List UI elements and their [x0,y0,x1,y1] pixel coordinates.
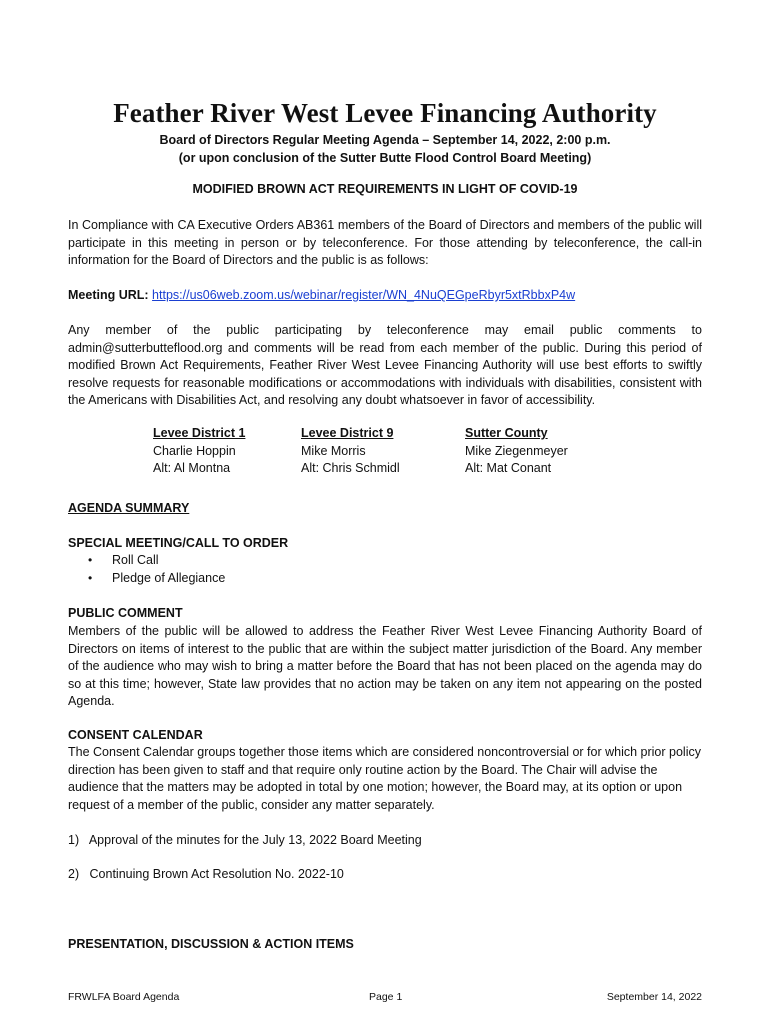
list-item: • Pledge of Allegiance [88,571,226,585]
district-alternate: Alt: Mat Conant [465,461,552,475]
district-column-1 [153,425,245,478]
district-member: Charlie Hoppin [153,443,236,458]
compliance-paragraph: In Compliance with CA Executive Orders AB361 members of the Board of Directors and members of the public will participate in this meeting in person or by teleconference. For those attending by teleconference, the call-in information for the Board of Directors and the public is as follows: [68,218,702,267]
meeting-url-link[interactable]: https://us06web.zoom.us/webinar/register/WN_4NuQEGpeRbyr5xtRbbxP4w [152,288,576,302]
special-meeting-heading: SPECIAL MEETING/CALL TO ORDER [68,536,289,550]
footer-page-number: Page 1 [369,991,403,1003]
page-title: Feather River West Levee Financing Authority [113,98,657,128]
district-heading: Levee District 9 [301,426,394,440]
public-comment-heading: PUBLIC COMMENT [68,606,183,620]
footer-date: September 14, 2022 [606,991,702,1003]
district-alternate: Alt: Al Montna [153,461,231,475]
meeting-subtitle-note: (or upon conclusion of the Sutter Butte Flood Control Board Meeting) [178,151,592,165]
agenda-summary-heading: AGENDA SUMMARY [68,501,190,515]
footer-left: FRWLFA Board Agenda [68,991,180,1003]
covid-heading: MODIFIED BROWN ACT REQUIREMENTS IN LIGHT OF COVID-19 [192,182,578,196]
consent-item-1: 1) Approval of the minutes for the July 13, 2022 Board Meeting [68,833,422,847]
presentation-heading: PRESENTATION, DISCUSSION & ACTION ITEMS [68,937,354,951]
meeting-url-line [68,287,702,305]
district-heading: Levee District 1 [153,426,246,440]
district-member: Mike Ziegenmeyer [465,443,568,458]
district-column-3 [465,425,568,478]
district-member: Mike Morris [301,443,366,458]
district-heading: Sutter County [465,426,548,440]
public-comment-notice: Any member of the public participating by teleconference may email public comments to admin@sutterbutteflood.org and comments will be read from each member of the public. During this period of modified Brown Act Requirements, Feather River West Levee Financing Authority will use best efforts to swiftly resolve requests for reasonable modifications or accommodations with individuals with disabilities, consistent with the Americans with Disabilities Act, and resolving any doubt whatsoever in favor of accessibility. [68,323,702,407]
consent-calendar-paragraph: The Consent Calendar groups together those items which are considered noncontroversial or for which prior policy direction has been given to staff and that require only routine action by the Board. The Chair will advise the audience that the matters may be adopted in total by one motion; however, the Board may, at its option or upon request of a member of the public, consider any matter separately. [68,745,701,812]
consent-item-2: 2) Continuing Brown Act Resolution No. 2022-10 [68,867,344,881]
consent-calendar-heading: CONSENT CALENDAR [68,728,203,742]
public-comment-paragraph: Members of the public will be allowed to address the Feather River West Levee Financing Authority Board of Directors on items of interest to the public that are within the subject matter jurisdiction of the Board. Any member of the audience who may wish to bring a matter before the Board that has not been placed on the agenda may do so at this time; however, State law provides that no action may be taken on any item not appearing on the posted Agenda. [68,624,702,708]
meeting-url-label: Meeting URL: [68,288,149,302]
special-meeting-list [88,551,225,587]
district-alternate: Alt: Chris Schmidl [301,461,400,475]
bullet-icon: • [88,571,93,585]
meeting-subtitle: Board of Directors Regular Meeting Agenda – September 14, 2022, 2:00 p.m. [159,133,611,147]
bullet-icon: • [88,553,93,567]
list-item: • Roll Call [88,553,159,567]
district-column-2 [301,425,400,478]
